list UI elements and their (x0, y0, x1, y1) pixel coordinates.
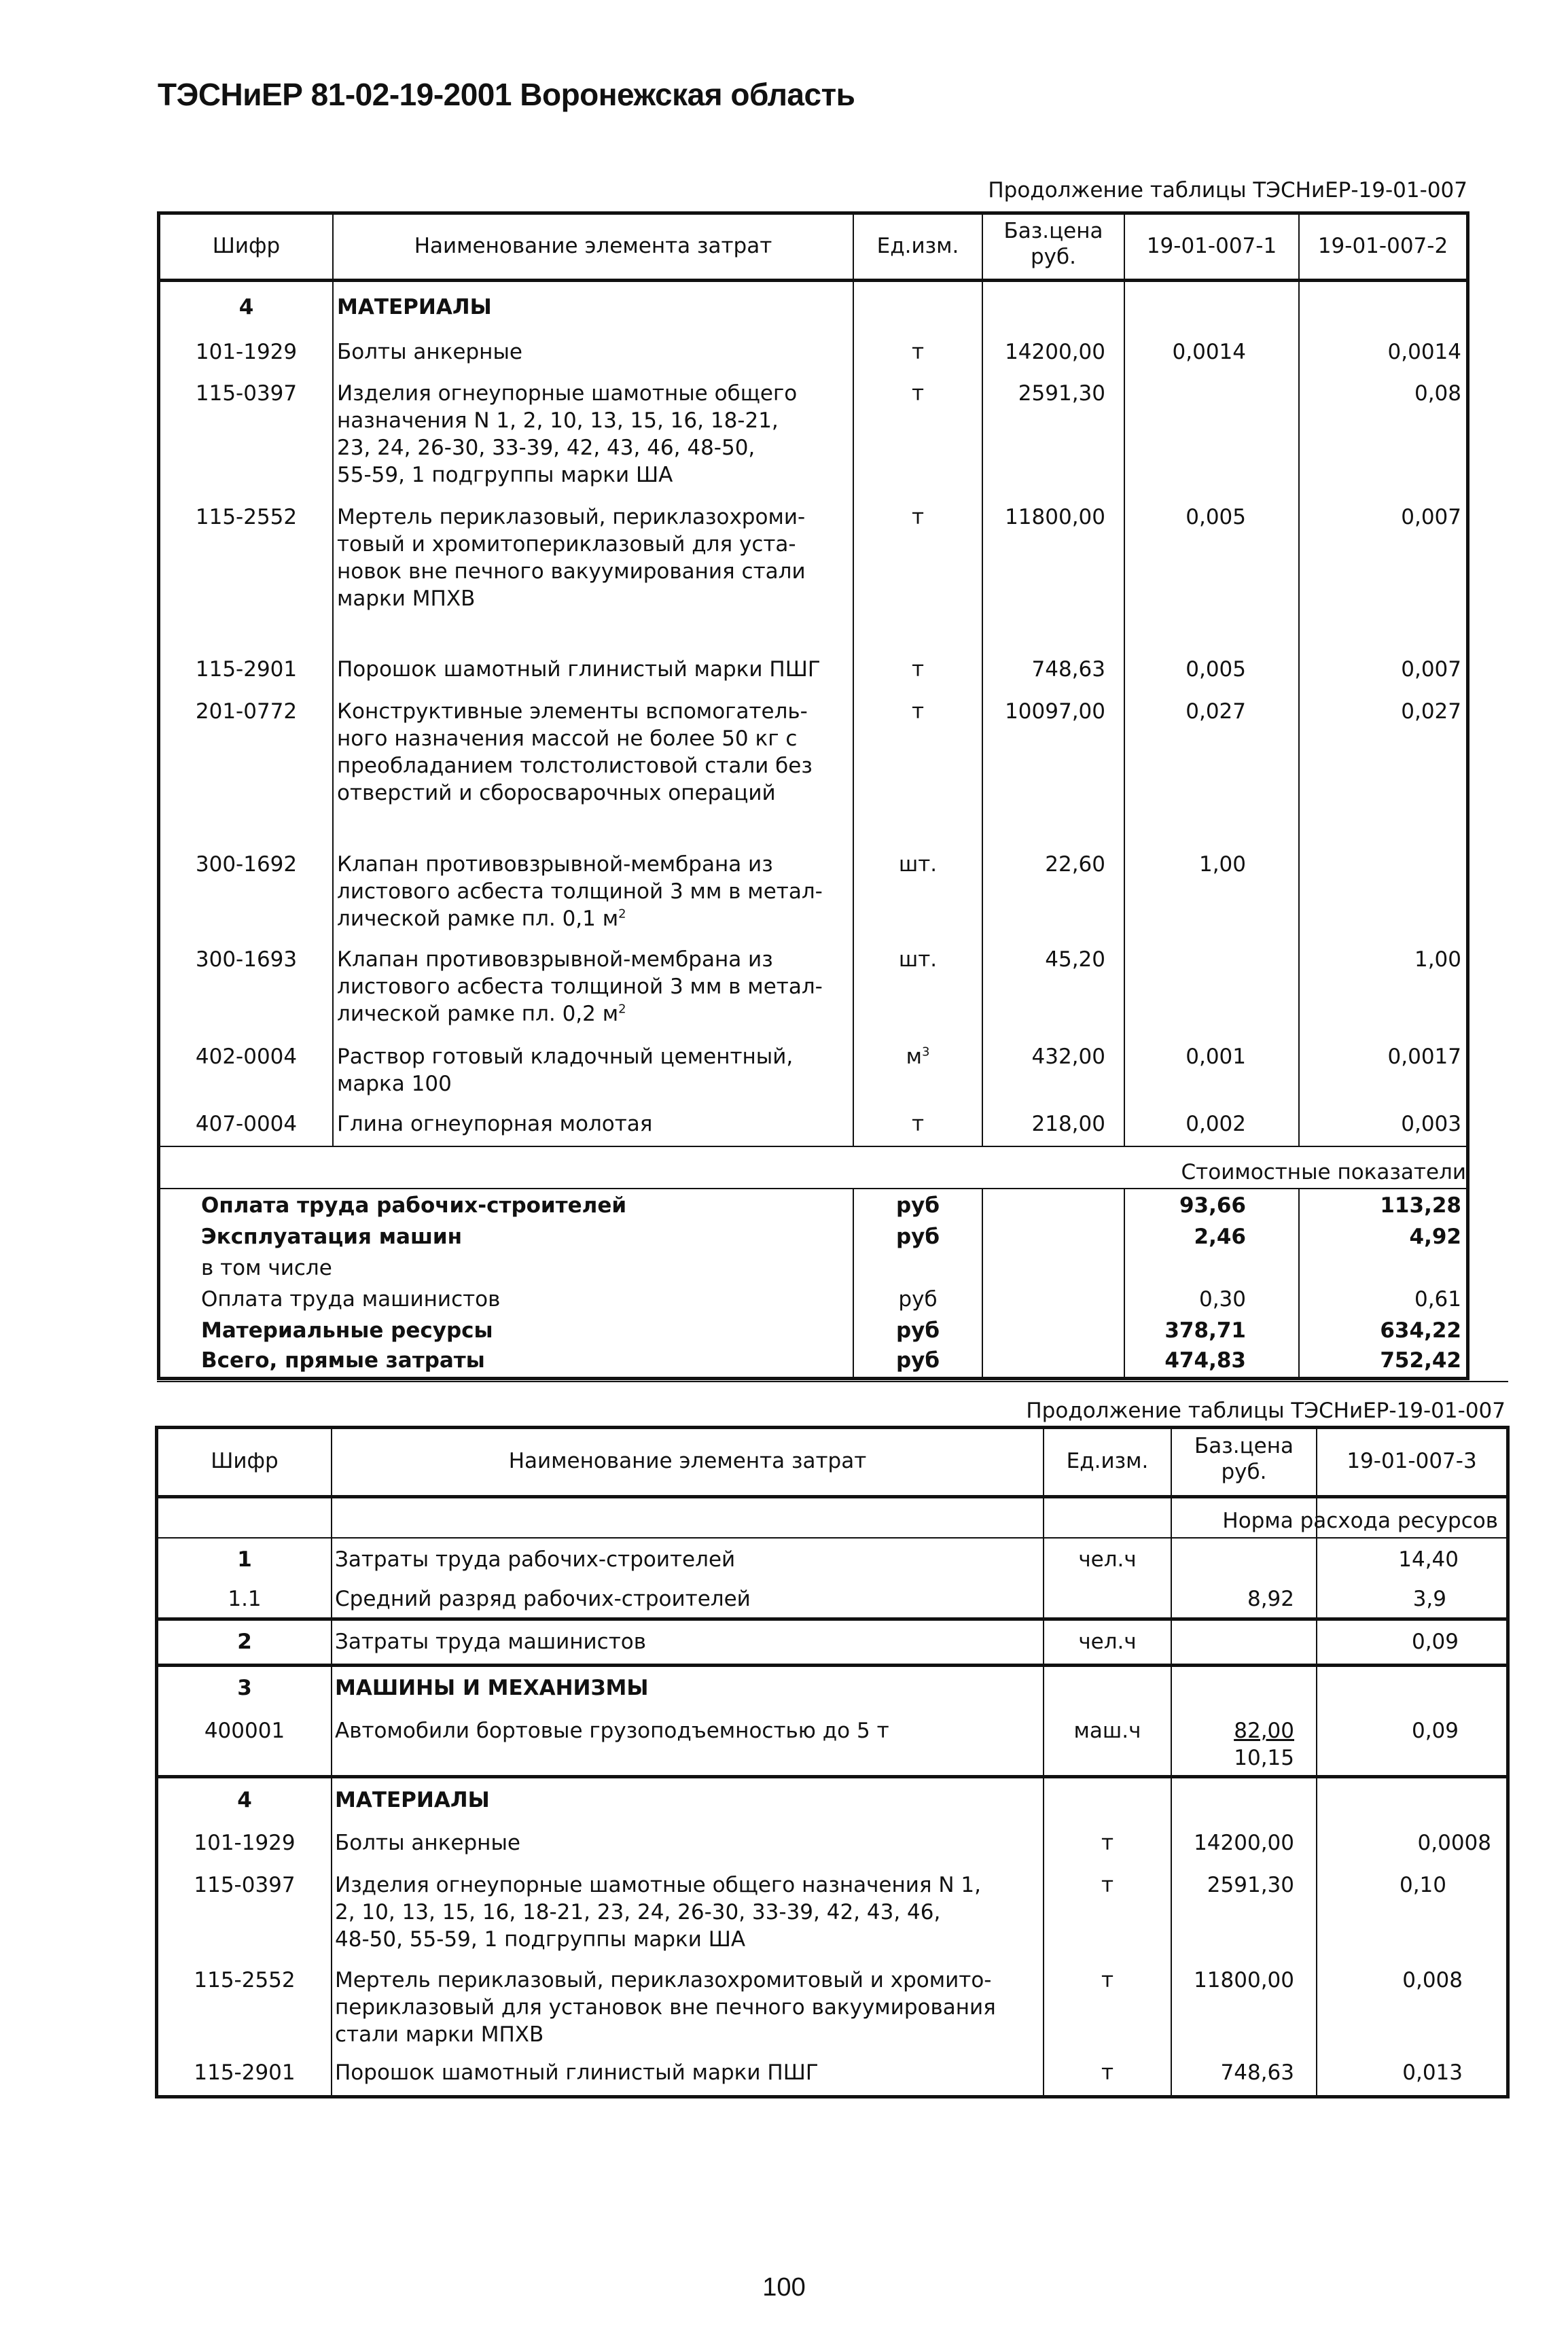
col-header-norm-1: 19-01-007-1 (1146, 234, 1277, 258)
row-name-line: новок вне печного вакуумирования стали (337, 559, 806, 584)
row-name: Глина огнеупорная молотая (337, 1112, 653, 1136)
col-header-unit: Ед.изм. (1066, 1449, 1149, 1473)
row-unit: т (1101, 1873, 1114, 1897)
row-unit: т (1101, 1831, 1114, 1855)
row-unit: т (911, 1112, 925, 1136)
row-code: 300-1692 (195, 852, 298, 877)
row-price: 11800,00 (1005, 505, 1105, 529)
table2-divider (1171, 1539, 1172, 2097)
table1-body-end-rule (157, 1146, 1469, 1147)
row-norm-1: 0,005 (1186, 657, 1246, 682)
table2-divider (1043, 1539, 1044, 2097)
row-name-line: Изделия огнеупорные шамотные общего (337, 381, 798, 406)
table2-group-rule (155, 1775, 1510, 1778)
table1-divider (332, 211, 334, 1147)
row-price: 14200,00 (1194, 1831, 1294, 1855)
row-code: 1.1 (228, 1587, 262, 1611)
row-name-line: Клапан противовзрывной-мембрана из (337, 947, 773, 972)
section-code: 4 (237, 1788, 252, 1812)
row-norm-3: 0,008 (1402, 1968, 1463, 1992)
row-unit: маш.ч (1073, 1719, 1141, 1743)
row-price: 82,00 (1234, 1719, 1294, 1743)
row-code: 402-0004 (195, 1044, 298, 1069)
row-name: Автомобили бортовые грузоподъемностью до 5 т (335, 1719, 889, 1743)
row-unit: т (1101, 1968, 1114, 1992)
summary-label: Эксплуатация машин (201, 1225, 463, 1249)
summary-unit: руб (895, 1225, 940, 1249)
row-price: 2591,30 (1207, 1873, 1294, 1897)
row-norm-2: 0,0014 (1387, 340, 1461, 364)
summary-unit: руб (895, 1348, 940, 1373)
table2-norm-rule (155, 1537, 1510, 1539)
summary-label: в том числе (201, 1256, 332, 1280)
row-name: Порошок шамотный глинистый марки ПШГ (335, 2060, 819, 2085)
row-name-line: периклазовый для установок вне печного вакуумирования (335, 1995, 996, 2020)
col-header-name: Наименование элемента затрат (508, 1449, 867, 1473)
summary-value-2: 0,61 (1414, 1287, 1461, 1312)
row-norm-1: 0,0014 (1172, 340, 1246, 364)
row-norm-2: 0,0017 (1387, 1044, 1461, 1069)
row-unit: т (911, 381, 925, 406)
row-name-line: 2, 10, 13, 15, 16, 18-21, 23, 24, 26-30, 33-39, 42, 43, 46, (335, 1900, 941, 1925)
col-header-code: Шифр (212, 234, 281, 258)
row-norm-3: 0,09 (1411, 1719, 1459, 1743)
col-header-price-line2: руб. (1031, 245, 1076, 269)
row-name-line: Мертель периклазовый, периклазохроми- (337, 505, 806, 529)
row-name-line: назначения N 1, 2, 10, 13, 15, 16, 18-21, (337, 408, 779, 433)
summary-unit: руб (895, 1318, 940, 1343)
row-code: 115-2552 (195, 505, 298, 529)
row-norm-2: 1,00 (1414, 947, 1461, 972)
row-norm-1: 0,001 (1186, 1044, 1246, 1069)
row-name-line: Раствор готовый кладочный цементный, (337, 1044, 794, 1069)
row-unit: т (911, 340, 925, 364)
row-code: 115-0397 (195, 381, 298, 406)
row-unit: $м^3$ (906, 1044, 930, 1069)
row-unit: т (911, 505, 925, 529)
row-unit: чел.ч (1078, 1547, 1137, 1572)
summary-value-2: 752,42 (1380, 1348, 1461, 1373)
row-norm-2: 0,007 (1401, 505, 1461, 529)
table2-caption: Продолжение таблицы ТЭСНиЕР-19-01-007 (1026, 1399, 1505, 1423)
col-header-code: Шифр (211, 1449, 279, 1473)
table2-group-rule (155, 1664, 1510, 1667)
tables-separator (157, 1381, 1508, 1382)
row-code: 115-2552 (194, 1968, 296, 1992)
row-price: 748,63 (1031, 657, 1105, 682)
row-name: Болты анкерные (335, 1831, 520, 1855)
col-header-price-line2: руб. (1221, 1460, 1267, 1484)
summary-label: Материальные ресурсы (201, 1318, 493, 1343)
row-norm-3: 14,40 (1398, 1547, 1459, 1572)
summary-value-2: 113,28 (1380, 1193, 1461, 1218)
row-price: 10097,00 (1005, 699, 1105, 724)
summary-value-1: 0,30 (1198, 1287, 1246, 1312)
row-code: 115-2901 (195, 657, 298, 682)
row-name-line: лической рамке пл. 0,2 $м^2$ (337, 1002, 626, 1026)
row-price: 11800,00 (1194, 1968, 1294, 1992)
row-name: Средний разряд рабочих-строителей (335, 1587, 751, 1611)
row-price: 2591,30 (1018, 381, 1105, 406)
cost-indicators-caption: Стоимостные показатели (1181, 1160, 1466, 1184)
row-name-line: лической рамке пл. 0,1 $м^2$ (337, 907, 626, 931)
col-header-price-line1: Баз.цена (1003, 219, 1103, 243)
norm-caption: Норма расхода ресурсов (1222, 1509, 1498, 1533)
summary-value-2: 4,92 (1409, 1225, 1461, 1249)
row-code: 300-1693 (195, 947, 298, 972)
row-code: 400001 (204, 1719, 285, 1743)
col-header-name: Наименование элемента затрат (414, 234, 772, 258)
row-norm-2: 0,007 (1401, 657, 1461, 682)
row-price: 8,92 (1247, 1587, 1294, 1611)
row-price: 22,60 (1045, 852, 1105, 877)
row-name-line: листового асбеста толщиной 3 мм в метал- (337, 879, 823, 904)
table1-summary-rule (157, 1188, 1469, 1189)
section-code: 3 (237, 1676, 252, 1700)
row-name-line: ного назначения массой не более 50 кг с (337, 726, 798, 751)
row-norm-3: 0,10 (1399, 1873, 1446, 1897)
col-header-unit: Ед.изм. (876, 234, 959, 258)
table2-header-rule (155, 1495, 1510, 1498)
row-name: Болты анкерные (337, 340, 522, 364)
row-code: 115-0397 (194, 1873, 296, 1897)
row-name-line: Изделия огнеупорные шамотные общего назначения N 1, (335, 1873, 982, 1897)
table2-divider (331, 1539, 332, 2097)
table1-caption: Продолжение таблицы ТЭСНиЕР-19-01-007 (988, 178, 1467, 203)
row-norm-2: 0,08 (1414, 381, 1461, 406)
section-title: МАТЕРИАЛЫ (335, 1788, 490, 1812)
row-unit: шт. (898, 947, 938, 972)
row-name-line: марка 100 (337, 1072, 452, 1096)
row-norm-3: 0,09 (1411, 1630, 1459, 1654)
row-unit: т (1101, 2060, 1114, 2085)
row-code: 2 (237, 1630, 252, 1654)
table2-divider (331, 1426, 332, 1537)
row-norm-2: 0,003 (1401, 1112, 1461, 1136)
row-price: 14200,00 (1005, 340, 1105, 364)
row-name-line: листового асбеста толщиной 3 мм в метал- (337, 974, 823, 999)
row-name: Затраты труда рабочих-строителей (335, 1547, 736, 1572)
row-name-line: 23, 24, 26-30, 33-39, 42, 43, 46, 48-50, (337, 436, 755, 460)
summary-value-1: 93,66 (1179, 1193, 1246, 1218)
table2-divider (1316, 1539, 1317, 2097)
row-price: 45,20 (1045, 947, 1105, 972)
summary-label: Оплата труда машинистов (201, 1287, 501, 1312)
summary-value-1: 474,83 (1164, 1348, 1246, 1373)
page-title: ТЭСНиЕР 81-02-19-2001 Воронежская область (158, 77, 855, 112)
row-name-line: Конструктивные элементы вспомогатель- (337, 699, 808, 724)
row-code: 407-0004 (195, 1112, 298, 1136)
row-code: 115-2901 (194, 2060, 296, 2085)
row-name-line: товый и хромитопериклазовый для уста- (337, 532, 796, 557)
summary-value-2: 634,22 (1380, 1318, 1461, 1343)
row-price: 218,00 (1031, 1112, 1105, 1136)
row-norm-1: 1,00 (1198, 852, 1246, 877)
table1-divider (982, 1188, 983, 1378)
summary-unit: руб (898, 1287, 938, 1312)
row-name-line: 48-50, 55-59, 1 подгруппы марки ША (335, 1927, 746, 1952)
row-norm-3: 0,0008 (1417, 1831, 1491, 1855)
row-unit: т (911, 657, 925, 682)
row-name-line: Мертель периклазовый, периклазохромитовый и хромито- (335, 1968, 992, 1992)
row-code: 1 (237, 1547, 252, 1572)
row-name-line: марки МПХВ (337, 586, 476, 611)
col-header-norm-2: 19-01-007-2 (1317, 234, 1448, 258)
row-unit: шт. (898, 852, 938, 877)
row-name-line: стали марки МПХВ (335, 2022, 544, 2047)
row-price: 748,63 (1220, 2060, 1294, 2085)
row-name-line: отверстий и сборосварочных операций (337, 781, 776, 805)
row-norm-2: 0,027 (1401, 699, 1461, 724)
col-header-norm-3: 19-01-007-3 (1347, 1449, 1477, 1473)
row-norm-1: 0,002 (1186, 1112, 1246, 1136)
row-code: 101-1929 (194, 1831, 296, 1855)
row-norm-1: 0,027 (1186, 699, 1246, 724)
summary-value-1: 378,71 (1164, 1318, 1246, 1343)
row-name-line: преобладанием толстолистовой стали без (337, 754, 813, 778)
row-name: Порошок шамотный глинистый марки ПШГ (337, 657, 821, 682)
summary-value-1: 2,46 (1194, 1225, 1246, 1249)
summary-label: Всего, прямые затраты (201, 1348, 485, 1373)
row-code: 101-1929 (195, 340, 298, 364)
summary-unit: руб (895, 1193, 940, 1218)
page-number: 100 (762, 2273, 806, 2302)
row-norm-3: 3,9 (1412, 1587, 1446, 1611)
table2-group-rule (155, 1617, 1510, 1621)
col-header-price-line1: Баз.цена (1194, 1434, 1294, 1458)
row-price-secondary: 10,15 (1234, 1746, 1294, 1770)
row-name-line: 55-59, 1 подгруппы марки ША (337, 463, 673, 487)
section-code: 4 (238, 295, 254, 319)
table1-header-rule (157, 279, 1469, 282)
section-title: МАТЕРИАЛЫ (337, 295, 492, 319)
row-unit: т (911, 699, 925, 724)
row-norm-1: 0,005 (1186, 505, 1246, 529)
summary-label: Оплата труда рабочих-строителей (201, 1193, 627, 1218)
row-name: Затраты труда машинистов (335, 1630, 647, 1654)
row-code: 201-0772 (195, 699, 298, 724)
row-name-line: Клапан противовзрывной-мембрана из (337, 852, 773, 877)
row-price: 432,00 (1031, 1044, 1105, 1069)
row-norm-3: 0,013 (1402, 2060, 1463, 2085)
row-unit: чел.ч (1078, 1630, 1137, 1654)
section-title: МАШИНЫ И МЕХАНИЗМЫ (335, 1676, 649, 1700)
